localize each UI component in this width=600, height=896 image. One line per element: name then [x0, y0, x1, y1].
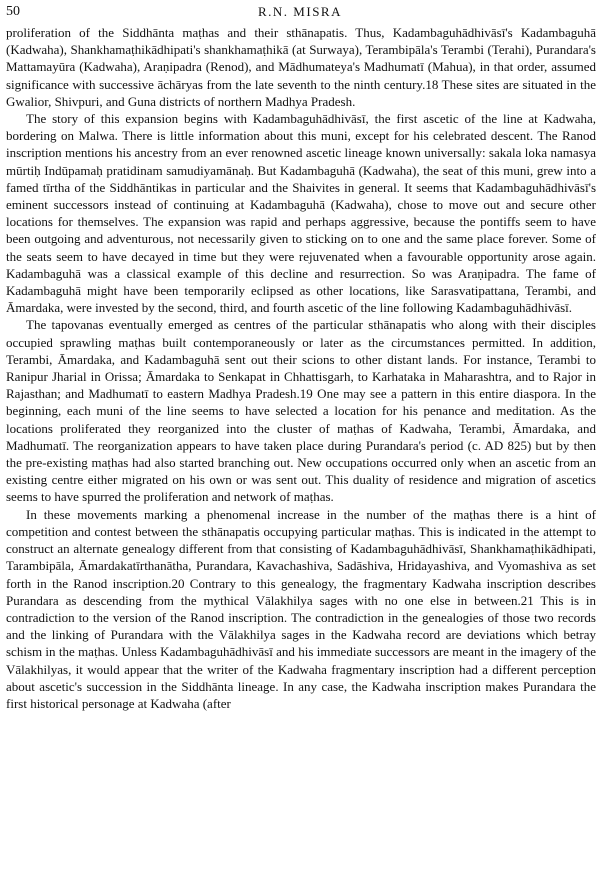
paragraph-3: The tapovanas eventually emerged as centres of the particular sthānapatis who along with their disciples occupied sprawling maṭhas built contemporaneously or later as the circumstances permitted. In addition, Terambi, Āmardaka, and Kadambaguhā sent out their scions to other distant lands. For instance, Terambi to Ranipur Jharial in Orissa; Āmardaka to Senkapat in Chhattisgarh, to Karhataka in Maharashtra, and to Rajor in Rajasthan; and Madhumatī to eastern Madhya Pradesh.19 One may see a pattern in this entire diaspora. In the beginning, each muni of the line seems to have selected a location for his penance and meditation. As the locations proliferated they reorganized into the cluster of maṭhas of Kadwaha, Terambi, Āmardaka, and Madhumatī. The reorganization appears to have taken place during Purandara's period (c. AD 825) but by then the pre-existing maṭhas had also started branching out. New occupations occurred only when an ascetic from an existing centre either migrated on his own or was sent out. This duality of residence and migration of ascetics seems to have spurred the proliferation and network of maṭhas. — [6, 317, 596, 505]
body-text — [6, 24, 596, 712]
running-head: R.N. MISRA — [258, 4, 342, 19]
paragraph-2: The story of this expansion begins with Kadambaguhādhivāsī, the first ascetic of the line at Kadwaha, bordering on Malwa. There is little information about this muni, except for his celebrated descent. The Ranod inscription mentions his ancestry from an ever renowned ascetic lineage known universally: sakala loka namasya mūrtiḥ Indūpamaḥ pratidinam samudiyamānaḥ. But Kadambaguhā (Kadwaha), the seat of this muni, grew into a famed tīrtha of the Siddhāntikas in particular and the Shaivites in general. It seems that Kadambaguhādhivāsī's eminent successors instead of continuing at Kadambaguhā (Kadwaha), chose to move out and secure other locations for themselves. The expansion was rapid and perhaps aggressive, because the pontiffs seem to have been outgoing and adventurous, not necessarily given to sticking on to one and the same place forever. Some of the seats seem to have decayed in time but they were rejuvenated when a favourable opportunity arose again. Kadambaguhā was a classical example of this decline and resurrection. So was Araṇipadra. The fame of Kadambaguhā might have been temporarily eclipsed as other locations, like Sarasvatipattana, Terambi, and Āmardaka, were invested by the second, third, and fourth ascetic of the line following Kadambaguhādhivāsī. — [6, 111, 596, 316]
paragraph-4: In these movements marking a phenomenal increase in the number of the maṭhas there is a hint of competition and contest between the sthānapatis occupying particular maṭhas. This is indicated in the attempt to construct an alternate genealogy different from that consisting of Kadambaguhādhivāsī, Shankhamaṭhikādhipati, Tarambipāla, Āmardakatīrthanātha, Purandara, Kavachashiva, Sadāshiva, Hridayashiva, and Vyomashiva as set forth in the Ranod inscription.20 Contrary to this genealogy, the fragmentary Kadwaha inscription describes Purandara as descending from the mythical Vālakhilya sages with no one else in between.21 This is in contradiction to the version of the Ranod inscription. The contradiction in the genealogies of those two records and the linking of Purandara with the Vālakhilya sages in the Kadwaha record are deviations which betray schism in the maṭhas. Unless Kadambaguhādhivāsī and his immediate successors are meant in the imagery of the Vālakhilyas, it would appear that the writer of the Kadwaha fragmentary inscription had a different perception about ascetic's succession in the Siddhānta lineage. In any case, the Kadwaha inscription makes Purandara the first historical personage at Kadwaha (after — [6, 506, 596, 711]
page-header — [0, 2, 600, 24]
page-number: 50 — [6, 4, 20, 19]
paragraph-1: proliferation of the Siddhānta maṭhas and their sthānapatis. Thus, Kadambaguhādhivāsī's Kadambaguhā (Kadwaha), Shankhamaṭhikādhipati's shankhamaṭhikā (at Surwaya), Terambipāla's Terambi (Terahi), Purandara's Mattamayūra (Kadwaha), Araṇipadra (Renod), and Mādhumateya's Madhumatī (Mahua), in that order, assumed significance with successive āchāryas from the late seventh to the ninth century.18 These sites are situated in the Gwalior, Shivpuri, and Guna districts of northern Madhya Pradesh. — [6, 25, 596, 109]
